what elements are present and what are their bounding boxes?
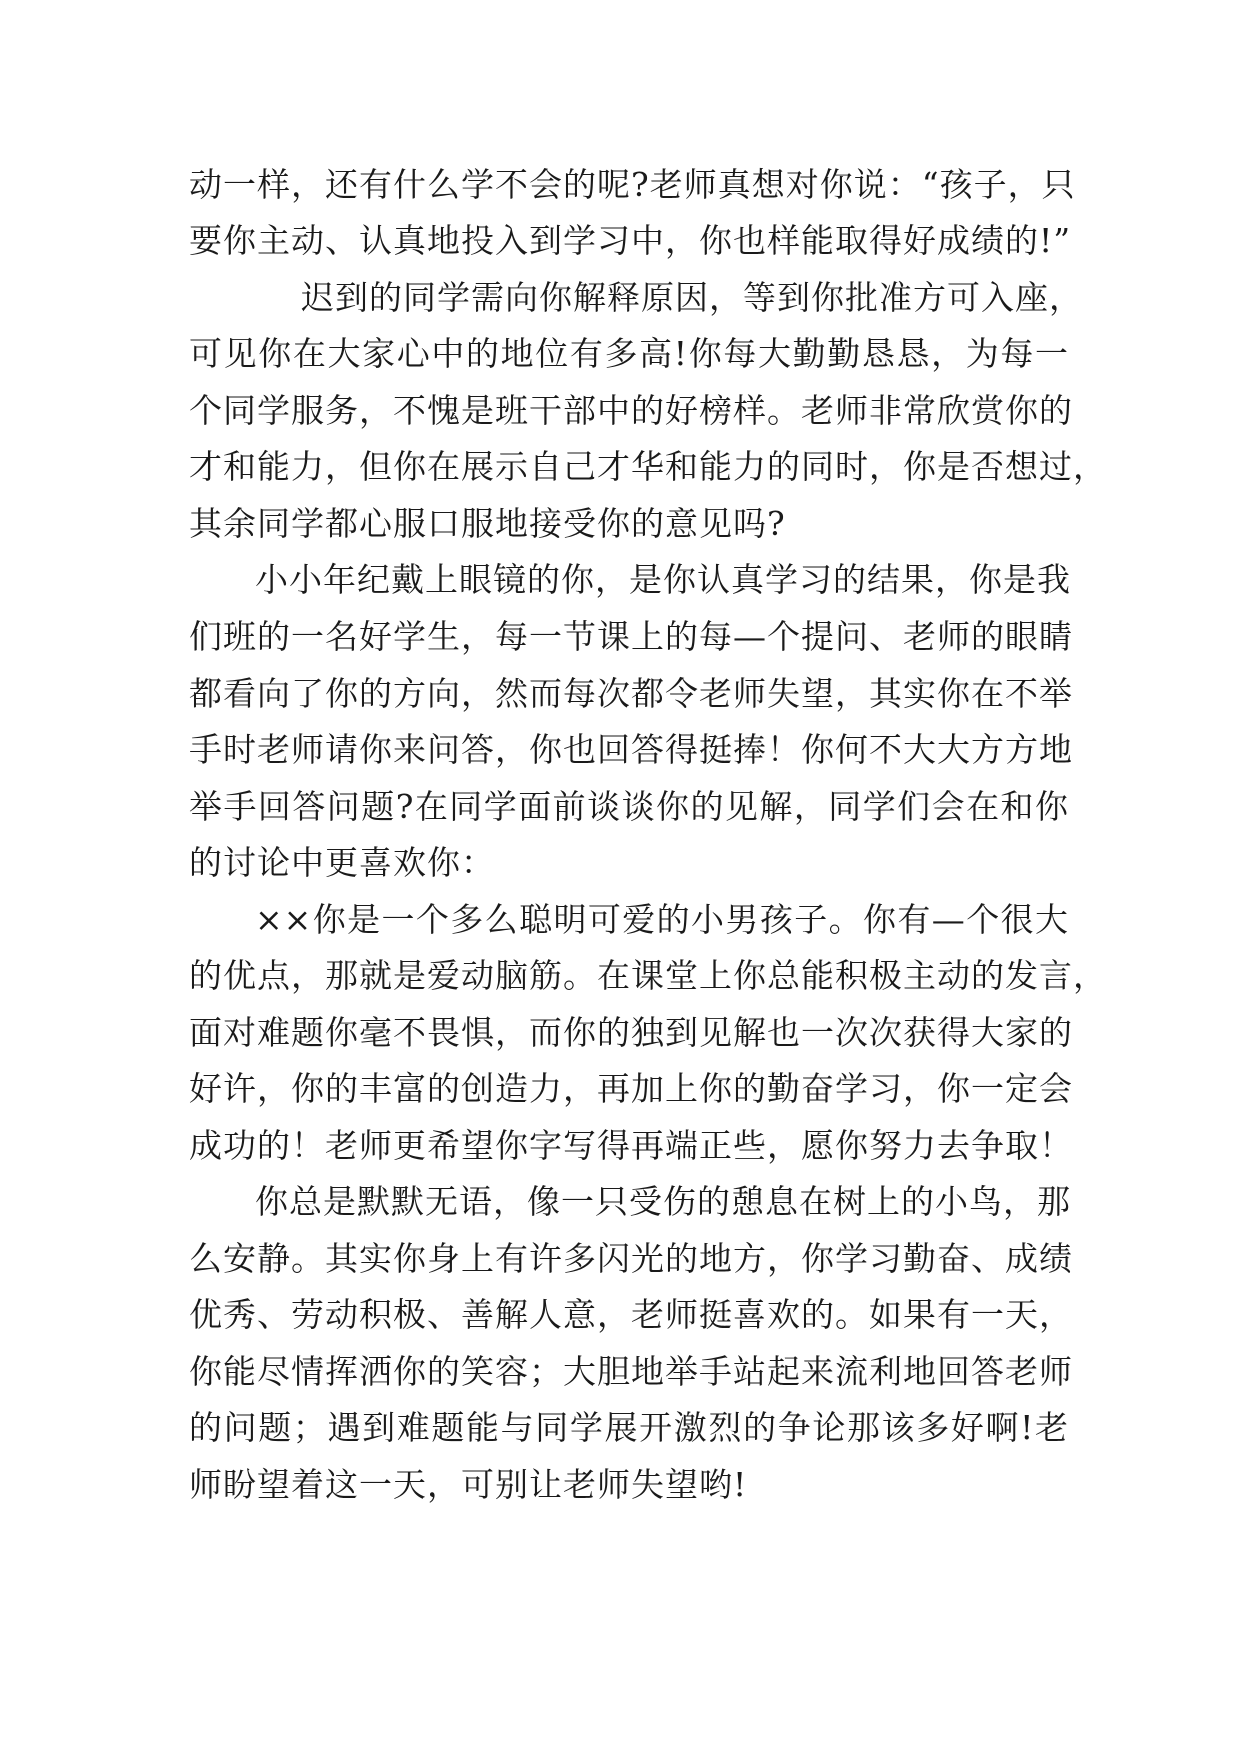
text-line: 么安静。其实你身上有许多闪光的地方，你学习勤奋、成绩	[189, 1239, 1073, 1278]
text-line: 举手回答问题?在同学面前谈谈你的见解，同学们会在和你	[189, 787, 1069, 826]
text-line: 个同学服务，不愧是班干部中的好榜样。老师非常欣赏你的	[189, 391, 1073, 430]
text-line: 优秀、劳动积极、善解人意，老师挺喜欢的。如果有一天，	[189, 1295, 1073, 1334]
text-line: 手时老师请你来问答，你也回答得挺捧！你何不大大方方地	[189, 730, 1073, 769]
text-line: 其余同学都心服口服地接受你的意见吗?	[189, 504, 786, 543]
text-line: 师盼望着这一天，可别让老师失望哟!	[189, 1465, 748, 1504]
text-line: 迟到的同学需向你解释原因，等到你批准方可入座，	[301, 278, 1083, 317]
text-line: 的优点，那就是爱动脑筋。在课堂上你总能积极主动的发言，	[189, 956, 1107, 995]
text-line: ××你是一个多么聪明可爱的小男孩子。你有—个很大	[255, 900, 1069, 939]
text-line: 才和能力，但你在展示自己才华和能力的同时，你是否想过，	[189, 447, 1107, 486]
text-line: 你能尽情挥洒你的笑容；大胆地举手站起来流利地回答老师	[189, 1352, 1073, 1391]
text-line: 们班的一名好学生，每一节课上的每—个提问、老师的眼睛	[189, 617, 1073, 656]
text-line: 可见你在大家心中的地位有多高!你每大勤勤恳恳，为每一	[189, 334, 1069, 373]
text-line: 面对难题你毫不畏惧，而你的独到见解也一次次获得大家的	[189, 1013, 1073, 1052]
text-line: 成功的！老师更希望你字写得再端正些，愿你努力去争取！	[189, 1126, 1073, 1165]
text-line: 都看向了你的方向，然而每次都令老师失望，其实你在不举	[189, 674, 1073, 713]
text-line: 好许，你的丰富的创造力，再加上你的勤奋学习，你一定会	[189, 1069, 1073, 1108]
text-line: 的讨论中更喜欢你：	[189, 843, 495, 882]
text-line: 要你主动、认真地投入到学习中，你也样能取得好成绩的!”	[189, 221, 1072, 260]
text-line: 的问题；遇到难题能与同学展开激烈的争论那该多好啊!老	[189, 1408, 1069, 1447]
text-line: 小小年纪戴上眼镜的你，是你认真学习的结果，你是我	[255, 560, 1071, 599]
text-line: 动一样，还有什么学不会的呢?老师真想对你说：“孩子，只	[189, 165, 1076, 204]
text-line: 你总是默默无语，像一只受伤的憩息在树上的小鸟，那	[255, 1182, 1071, 1221]
